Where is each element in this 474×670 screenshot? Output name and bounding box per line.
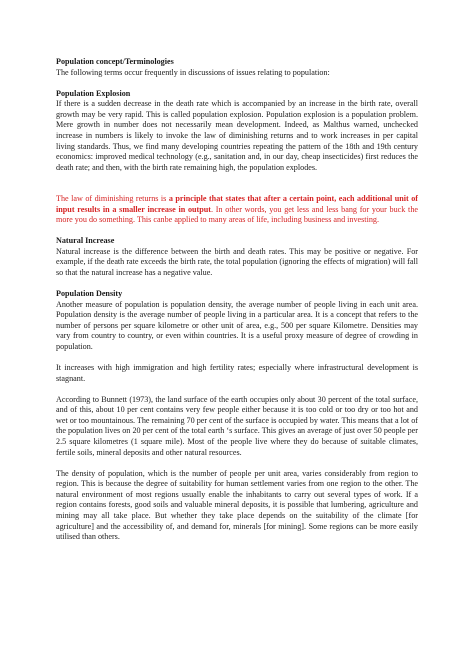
density-para-3: According to Bunnett (1973), the land surface of the earth occupies only about 30 percent of the total surface, and of this, about 10 per cent contains very few people either because it is too cold or too dry or too hot and wet or too mountainous. The remaining 70 per cent of the surface is occupied by water. This means that a lot of the population lives on 20 per cent of the total earth ‘s surface. This gives an average of just over 50 people per 2.5 square kilometres (1 square mile). Most of the people live where they do because of suitable climates, fertile soils, mineral deposits and other natural resources. <box>56 394 418 457</box>
section-title-density: Population Density <box>56 289 123 299</box>
law-text-bold: a principle that states that after a certain point, each additional unit of input results in a smaller increase in output <box>56 194 418 214</box>
law-text-1: The law of diminishing returns is <box>56 194 169 204</box>
density-para-4: The density of population, which is the number of people per unit area, varies considerably from region to region. This is because the degree of suitability for human settlement varies from one region to the other. The natural environment of most regions usually enable the inhabitants to carry out several types of work. If a region contains forests, good soils and valuable mineral deposits, it is possible that lumbering, agriculture and mining may all take place. But whether they take place depends on the suitability of the climate [for agriculture] and the accessibility of, and demand for, minerals [for mining]. Some regions can be more easily utilised than others. <box>56 468 418 542</box>
natural-body: Natural increase is the difference between the birth and death rates. This may be positive or negative. For example, if the death rate exceeds the birth rate, the total population (ignoring the effects of migration) will fall so that the natural increase has a negative value. <box>56 246 418 278</box>
page-heading: Population concept/Terminologies <box>56 57 174 66</box>
section-title-explosion: Population Explosion <box>56 88 131 98</box>
law-paragraph <box>56 194 418 226</box>
density-body: Another measure of population is population density, the average number of people living in each unit area. Population density is the average number of people living in a particular area. It is a concept that refers to the number of persons per square kilometre or other unit of area, e.g., 500 per square Kilometre. Densities may vary from country to country, or even within countries. It is a useful proxy measure of degree of crowding in population. <box>56 299 418 352</box>
explosion-body: If there is a sudden decrease in the death rate which is accompanied by an increase in the birth rate, overall growth may be very rapid. This is called population explosion. Population explosion is a population problem. Mere growth in number does not necessarily mean development. Indeed, as Malthus warned, unchecked increase in numbers is likely to invoke the law of diminishing returns and to work increases in per capital living standards. Thus, we find many developing countries repeating the pattern of the 18th and 19th century economics: improved medical technology (e.g., sanitation and, in our day, cheap insecticides) first reduces the death rate; and then, with the birth rate remaining high, the population explodes. <box>56 99 418 172</box>
intro-text: The following terms occur frequently in discussions of issues relating to population: <box>56 67 330 77</box>
density-para-2: It increases with high immigration and high fertility rates; especially where infrastructural development is stagnant. <box>56 363 418 383</box>
section-title-natural: Natural Increase <box>56 236 115 246</box>
law-text-2: . In other words, you get less and less bang for your buck the more you do something. This canbe applied to many areas of life, including business and investing. <box>56 204 418 225</box>
